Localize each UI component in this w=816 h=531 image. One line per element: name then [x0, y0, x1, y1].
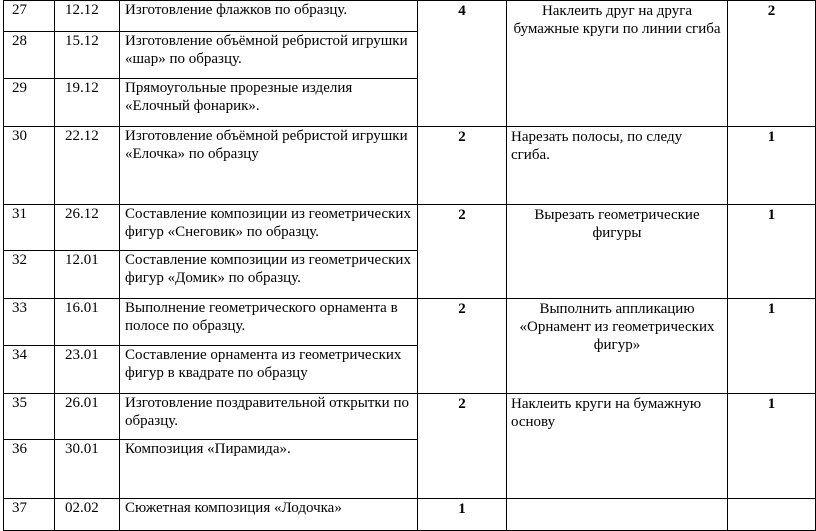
- lesson-number: 35: [4, 394, 55, 440]
- task-description: [507, 499, 728, 531]
- lesson-date: 12.01: [55, 251, 120, 299]
- lesson-number: 32: [4, 251, 55, 299]
- task-description: Наклеить круги на бумажную основу: [507, 394, 728, 499]
- lesson-topic: Изготовление флажков по образцу.: [120, 1, 418, 32]
- lesson-topic: Составление композиции из геометрических фигур «Домик» по образцу.: [120, 251, 418, 299]
- lesson-date: 22.12: [55, 127, 120, 205]
- task-description: Наклеить друг на друга бумажные круги по линии сгиба: [507, 1, 728, 127]
- lesson-number: 28: [4, 32, 55, 79]
- lesson-number: 36: [4, 440, 55, 499]
- table-row: [4, 127, 816, 205]
- lesson-date: 15.12: [55, 32, 120, 79]
- hours-count: 2: [418, 299, 507, 394]
- lesson-number: 33: [4, 299, 55, 346]
- task-description: Выполнить аппликацию «Орнамент из геометрических фигур»: [507, 299, 728, 394]
- lesson-number: 27: [4, 1, 55, 32]
- lesson-number: 30: [4, 127, 55, 205]
- score-value: 1: [728, 127, 816, 205]
- lesson-topic: Изготовление объёмной ребристой игрушки «шар» по образцу.: [120, 32, 418, 79]
- table-row: [4, 299, 816, 346]
- task-description: Вырезать геометрические фигуры: [507, 205, 728, 299]
- lesson-date: 26.12: [55, 205, 120, 251]
- lesson-date: 16.01: [55, 299, 120, 346]
- score-value: 2: [728, 1, 816, 127]
- lesson-topic: Изготовление объёмной ребристой игрушки «Елочка» по образцу: [120, 127, 418, 205]
- score-value: 1: [728, 299, 816, 394]
- lesson-topic: Прямоугольные прорезные изделия «Елочный фонарик».: [120, 79, 418, 127]
- lesson-date: 30.01: [55, 440, 120, 499]
- hours-count: 2: [418, 394, 507, 499]
- lesson-date: 19.12: [55, 79, 120, 127]
- lesson-topic: Изготовление поздравительной открытки по образцу.: [120, 394, 418, 440]
- hours-count: 4: [418, 1, 507, 127]
- score-value: 1: [728, 205, 816, 299]
- lesson-topic: Сюжетная композиция «Лодочка»: [120, 499, 418, 531]
- hours-count: 2: [418, 127, 507, 205]
- hours-count: 2: [418, 205, 507, 299]
- lesson-topic: Композиция «Пирамида».: [120, 440, 418, 499]
- hours-count: 1: [418, 499, 507, 531]
- lesson-plan-table: [3, 0, 816, 531]
- table-row: [4, 394, 816, 440]
- lesson-date: 26.01: [55, 394, 120, 440]
- lesson-date: 12.12: [55, 1, 120, 32]
- lesson-topic: Выполнение геометрического орнамента в полосе по образцу.: [120, 299, 418, 346]
- score-value: 1: [728, 394, 816, 499]
- lesson-date: 23.01: [55, 346, 120, 394]
- lesson-topic: Составление композиции из геометрических фигур «Снеговик» по образцу.: [120, 205, 418, 251]
- lesson-number: 29: [4, 79, 55, 127]
- task-description: Нарезать полосы, по следу сгиба.: [507, 127, 728, 205]
- lesson-number: 37: [4, 499, 55, 531]
- lesson-number: 34: [4, 346, 55, 394]
- table-row: [4, 499, 816, 531]
- score-value: [728, 499, 816, 531]
- table-row: [4, 1, 816, 32]
- table-row: [4, 205, 816, 251]
- lesson-number: 31: [4, 205, 55, 251]
- lesson-topic: Составление орнамента из геометрических фигур в квадрате по образцу: [120, 346, 418, 394]
- lesson-date: 02.02: [55, 499, 120, 531]
